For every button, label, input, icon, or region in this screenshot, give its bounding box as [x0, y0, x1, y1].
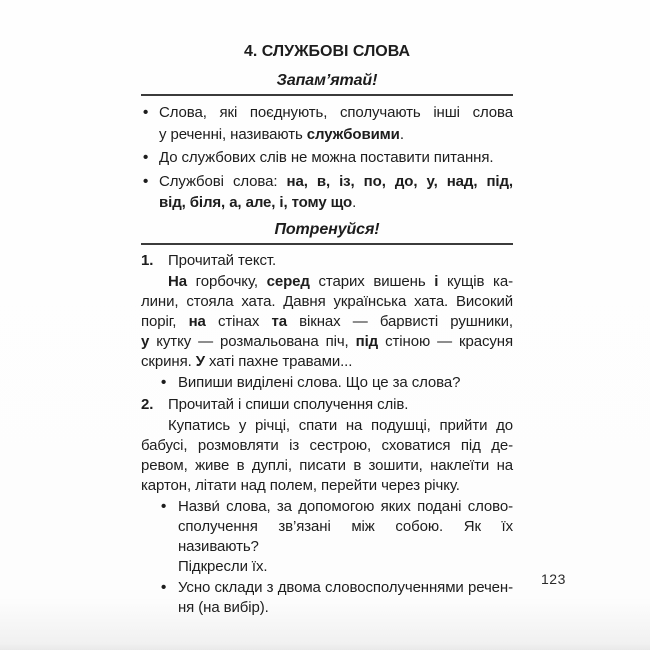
text-segment: старих вишень [309, 272, 435, 290]
text-segment: стінах [205, 312, 272, 330]
exercise-task-row [141, 251, 513, 271]
highlighted-word: У [195, 352, 205, 370]
text-line [178, 497, 513, 517]
remember-item-text [159, 102, 513, 145]
text-segment: картон, літати над полем, перейти через річку. [141, 476, 460, 494]
highlighted-word: у [141, 332, 150, 350]
text-line [159, 124, 513, 146]
exercise-text [141, 272, 513, 372]
instruction-text [178, 497, 513, 577]
text-line [178, 373, 513, 393]
text-segment: Купатись у річці, спати на подушці, прийти до [168, 416, 513, 434]
text-segment: кутку — розмальована піч, [149, 332, 356, 350]
exercise-number: 1. [141, 251, 154, 269]
text-line [159, 102, 513, 124]
exercise-number: 2. [141, 395, 154, 413]
exercise-text [141, 416, 513, 496]
page-number: 123 [541, 571, 566, 587]
highlighted-word: На [168, 272, 187, 290]
text-segment: у реченні, називають [159, 125, 307, 143]
instruction-text [178, 578, 513, 618]
text-line [141, 272, 513, 292]
text-segment: Слова, які поєднують, сполучають інші слова [159, 104, 513, 121]
highlighted-word: на, в, із, по, до, у, над, під, [286, 172, 513, 190]
exercise-1 [141, 251, 513, 393]
text-segment: ревом, живе в дуплі, писати в зошити, наклеїти на [141, 456, 513, 474]
remember-list [141, 102, 513, 214]
text-segment: Підкресли їх. [178, 557, 268, 575]
text-line [178, 557, 513, 577]
text-line [178, 517, 513, 557]
text-line [141, 292, 513, 312]
remember-item-text [159, 147, 513, 169]
highlighted-word: на [188, 312, 206, 330]
practice-heading: Потренуйся! [274, 220, 380, 238]
remember-item-text [159, 171, 513, 214]
text-line [141, 436, 513, 456]
exercise-instruction [161, 578, 513, 618]
highlighted-word: під [355, 332, 379, 350]
exercise-section [141, 251, 513, 618]
text-segment: вікнах — барвисті рушники, [286, 312, 513, 330]
text-segment: сполучення зв’язані між собою. Як їх називають? [178, 517, 513, 555]
text-segment: бабусі, розмовляти із сестрою, сховатися під де- [141, 436, 513, 454]
text-line [159, 147, 513, 169]
heading-divider [141, 94, 513, 96]
text-segment: Усно склади з двома словосполученнями речен- [178, 578, 513, 596]
exercise-instruction [161, 497, 513, 577]
text-line [141, 416, 513, 436]
remember-heading: Запам’ятай! [276, 72, 378, 89]
text-segment: . [399, 125, 404, 143]
text-segment: стіною — красуня [378, 332, 513, 350]
highlighted-word: від, біля, а, але, і, тому що [159, 194, 353, 211]
text-line [141, 476, 513, 496]
text-line [141, 332, 513, 352]
text-segment: . [352, 194, 357, 211]
text-line [141, 456, 513, 476]
text-line [178, 578, 513, 598]
exercise-2 [141, 395, 513, 618]
exercise-task: Прочитай і спиши сполучення слів. [168, 395, 409, 413]
page-title: 4. СЛУЖБОВІ СЛОВА [243, 43, 411, 60]
text-segment: кущів ка- [438, 272, 513, 290]
text-segment: поріг, [141, 312, 189, 330]
text-line [159, 171, 513, 193]
highlighted-word: та [271, 312, 287, 330]
text-line [159, 192, 513, 214]
remember-item [141, 102, 513, 145]
text-segment: Випиши виділені слова. Що це за слова? [178, 373, 461, 391]
heading-divider [141, 243, 513, 245]
text-segment: скриня. [141, 352, 196, 370]
text-segment: ня (на вибір). [178, 598, 269, 616]
exercise-task-row [141, 395, 513, 415]
exercise-instruction [161, 373, 513, 393]
highlighted-word: серед [266, 272, 310, 290]
text-line [141, 352, 513, 372]
remember-item [141, 171, 513, 214]
page-content [141, 0, 513, 618]
text-line [141, 312, 513, 332]
text-segment: Назви́ слова, за допомогою яких подані слово- [178, 497, 513, 515]
text-segment: лини, стояла хата. Давня українська хата. Високий [141, 292, 513, 310]
instruction-text [178, 373, 513, 393]
exercise-task: Прочитай текст. [168, 251, 277, 269]
text-segment: горбочку, [186, 272, 267, 290]
text-segment: Службові слова: [159, 172, 287, 190]
remember-item [141, 147, 513, 169]
highlighted-word: службовими [306, 125, 400, 143]
text-segment: До службових слів не можна поставити питання. [159, 149, 494, 166]
text-segment: хаті пахне травами... [204, 352, 353, 370]
text-line [178, 598, 513, 618]
highlighted-word: і [434, 272, 439, 290]
